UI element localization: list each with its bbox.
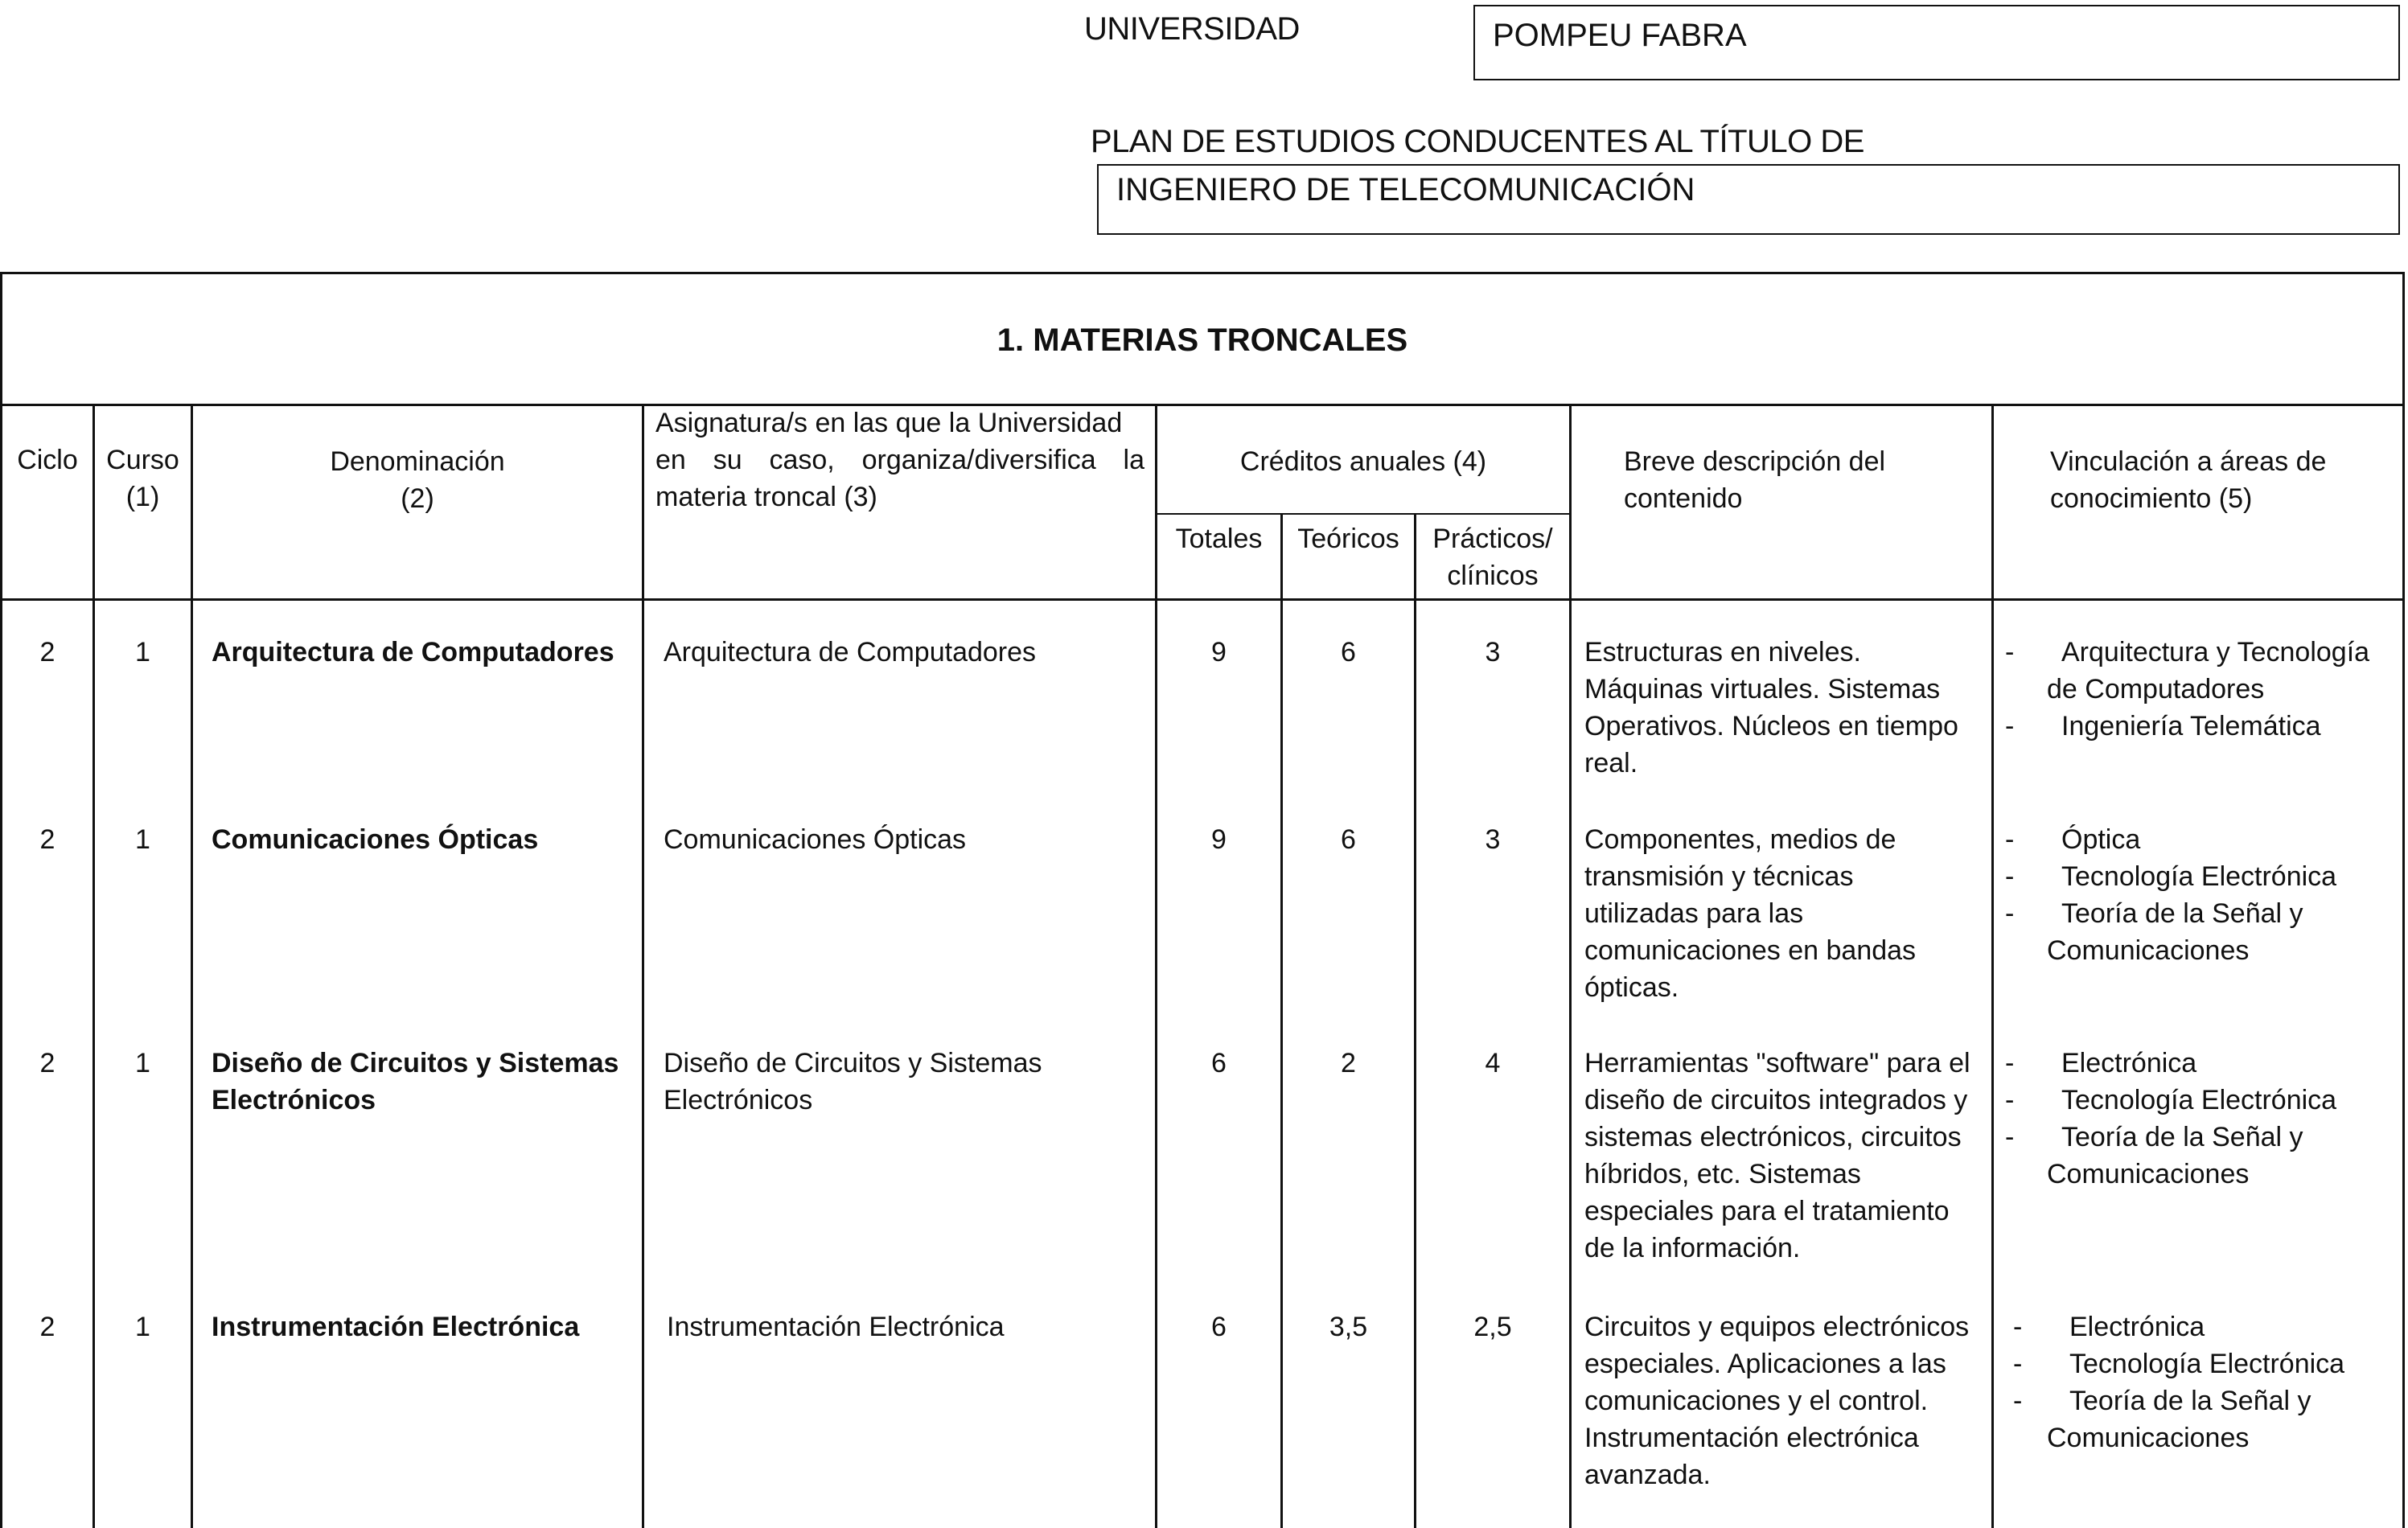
cell-descripcion bbox=[1584, 1308, 1991, 1493]
cell-ciclo: 2 bbox=[39, 824, 55, 855]
area-text: Teoría de la Señal y bbox=[2061, 898, 2303, 929]
cell-curso: 1 bbox=[135, 1048, 150, 1078]
th-descripcion-line1: Breve descripción del bbox=[1624, 446, 1886, 477]
cell-denominacion-line1: Instrumentación Electrónica bbox=[212, 1312, 580, 1342]
desc-line: especiales para el tratamiento bbox=[1584, 1196, 1950, 1226]
rule-title bbox=[2, 404, 2402, 406]
area-item: - Tecnología Electrónica bbox=[2005, 1085, 2337, 1115]
th-asignatura-line1: Asignatura/s en las que la Universidad bbox=[655, 408, 1123, 438]
area-item: - Teoría de la Señal y bbox=[2013, 1386, 2311, 1416]
cell-teoricos: 3,5 bbox=[1329, 1312, 1368, 1342]
area-item: - Tecnología Electrónica bbox=[2005, 861, 2337, 892]
area-text: Comunicaciones bbox=[2047, 1423, 2250, 1453]
cell-asignatura bbox=[667, 1308, 1149, 1345]
area-text: Comunicaciones bbox=[2047, 935, 2250, 966]
desc-line: diseño de circuitos integrados y bbox=[1584, 1085, 1968, 1115]
cell-ciclo: 2 bbox=[39, 1312, 55, 1342]
area-text: Óptica bbox=[2061, 824, 2141, 855]
area-item-continuation bbox=[2005, 932, 2399, 969]
th-ciclo: Ciclo bbox=[17, 445, 78, 475]
area-item: - Electrónica bbox=[2005, 1048, 2197, 1078]
desc-line: ópticas. bbox=[1584, 972, 1679, 1003]
area-text: Tecnología Electrónica bbox=[2061, 1085, 2337, 1115]
cell-vinculacion bbox=[2005, 821, 2399, 969]
th-asignatura bbox=[655, 405, 1144, 515]
th-totales: Totales bbox=[1175, 524, 1263, 554]
desc-line: Componentes, medios de bbox=[1584, 824, 1896, 855]
cell-asignatura bbox=[664, 1045, 1146, 1119]
cell-ciclo: 2 bbox=[39, 1048, 55, 1078]
cell-denominacion-line2: Electrónicos bbox=[212, 1085, 376, 1115]
cell-asignatura-line2: Electrónicos bbox=[664, 1085, 813, 1115]
col-sep bbox=[191, 404, 193, 1528]
desc-line: comunicaciones en bandas bbox=[1584, 935, 1917, 966]
cell-vinculacion bbox=[2005, 1045, 2399, 1193]
desc-line: especiales. Aplicaciones a las bbox=[1584, 1349, 1946, 1379]
area-text: Arquitectura y Tecnología bbox=[2061, 637, 2370, 667]
desc-line: Circuitos y equipos electrónicos bbox=[1584, 1312, 1970, 1342]
universidad-value: POMPEU FABRA bbox=[1493, 18, 1747, 53]
cell-denominacion bbox=[212, 1045, 646, 1119]
area-text: Comunicaciones bbox=[2047, 1159, 2250, 1189]
area-text: Teoría de la Señal y bbox=[2069, 1386, 2311, 1416]
th-descripcion-line2: contenido bbox=[1624, 483, 1743, 514]
th-practicos-line2: clínicos bbox=[1447, 561, 1539, 591]
desc-line: híbridos, etc. Sistemas bbox=[1584, 1159, 1861, 1189]
th-curso-line2: (1) bbox=[125, 482, 160, 512]
titulo-value: INGENIERO DE TELECOMUNICACIÓN bbox=[1116, 172, 1695, 207]
cell-teoricos: 2 bbox=[1341, 1048, 1356, 1078]
area-item-continuation bbox=[2005, 1156, 2399, 1193]
cell-denominacion bbox=[212, 634, 646, 671]
area-item: - Teoría de la Señal y bbox=[2005, 898, 2303, 929]
th-denominacion bbox=[193, 443, 642, 517]
desc-line: Estructuras en niveles. bbox=[1584, 637, 1861, 667]
cell-descripcion bbox=[1584, 1045, 1991, 1267]
desc-line: Instrumentación electrónica bbox=[1584, 1423, 1919, 1453]
area-item-continuation bbox=[2013, 1419, 2399, 1456]
col-sep bbox=[642, 404, 644, 1528]
desc-line: utilizadas para las bbox=[1584, 898, 1804, 929]
section-title: 1. MATERIAS TRONCALES bbox=[996, 322, 1408, 358]
th-vinculacion-line1: Vinculación a áreas de bbox=[2050, 446, 2327, 477]
cell-vinculacion bbox=[2013, 1308, 2399, 1456]
cell-denominacion-line1: Arquitectura de Computadores bbox=[212, 637, 614, 667]
area-text: Tecnología Electrónica bbox=[2069, 1349, 2345, 1379]
cell-asignatura-line1: Arquitectura de Computadores bbox=[664, 637, 1037, 667]
cell-totales: 6 bbox=[1211, 1312, 1227, 1342]
desc-line: Máquinas virtuales. Sistemas bbox=[1584, 674, 1941, 704]
col-sep bbox=[1569, 404, 1572, 1528]
rule-header bbox=[2, 598, 2402, 601]
area-item: - Ingeniería Telemática bbox=[2005, 711, 2321, 741]
col-sep bbox=[1991, 404, 1994, 1528]
desc-line: real. bbox=[1584, 748, 1638, 778]
th-denominacion-line1: Denominación bbox=[330, 446, 505, 477]
cell-descripcion bbox=[1584, 634, 1987, 782]
cell-totales: 9 bbox=[1211, 824, 1227, 855]
cell-practicos: 2,5 bbox=[1473, 1312, 1512, 1342]
th-practicos-line1: Prácticos/ bbox=[1432, 524, 1553, 554]
rule-creditos bbox=[1155, 513, 1569, 515]
cell-vinculacion bbox=[2005, 634, 2399, 745]
cell-teoricos: 6 bbox=[1341, 637, 1356, 667]
desc-line: Herramientas "software" para el bbox=[1584, 1048, 1970, 1078]
th-vinculacion-line2: conocimiento (5) bbox=[2050, 483, 2253, 514]
area-item: - Teoría de la Señal y bbox=[2005, 1122, 2303, 1152]
th-curso-line1: Curso bbox=[106, 445, 179, 475]
area-text: Electrónica bbox=[2061, 1048, 2197, 1078]
th-curso bbox=[95, 442, 191, 515]
th-asignatura-line2: en su caso, organiza/diversifica la bbox=[655, 445, 1144, 475]
area-text: Tecnología Electrónica bbox=[2061, 861, 2337, 892]
area-item: - Arquitectura y Tecnología bbox=[2005, 637, 2370, 667]
area-text: Electrónica bbox=[2069, 1312, 2205, 1342]
desc-line: Operativos. Núcleos en tiempo bbox=[1584, 711, 1958, 741]
desc-line: comunicaciones y el control. bbox=[1584, 1386, 1929, 1416]
cell-asignatura-line1: Diseño de Circuitos y Sistemas bbox=[664, 1048, 1042, 1078]
cell-practicos: 3 bbox=[1485, 637, 1501, 667]
cell-descripcion bbox=[1584, 821, 1987, 1006]
cell-asignatura-line1: Comunicaciones Ópticas bbox=[664, 824, 967, 855]
cell-denominacion bbox=[212, 821, 646, 858]
cell-denominacion-line1: Diseño de Circuitos y Sistemas bbox=[212, 1048, 619, 1078]
materias-table bbox=[0, 272, 2405, 1528]
cell-ciclo: 2 bbox=[39, 637, 55, 667]
cell-asignatura bbox=[664, 821, 1146, 858]
col-sep bbox=[92, 404, 95, 1528]
titulo-value-box bbox=[1097, 164, 2400, 235]
plan-label: PLAN DE ESTUDIOS CONDUCENTES AL TÍTULO DE bbox=[1091, 124, 1864, 159]
cell-teoricos: 6 bbox=[1341, 824, 1356, 855]
desc-line: avanzada. bbox=[1584, 1460, 1711, 1490]
th-asignatura-line3: materia troncal (3) bbox=[655, 482, 877, 512]
th-denominacion-line2: (2) bbox=[401, 483, 434, 514]
area-item-continuation bbox=[2005, 671, 2399, 708]
cell-totales: 9 bbox=[1211, 637, 1227, 667]
th-creditos: Créditos anuales (4) bbox=[1239, 446, 1487, 477]
area-text: de Computadores bbox=[2047, 674, 2265, 704]
th-practicos bbox=[1416, 520, 1569, 594]
cell-denominacion bbox=[212, 1308, 646, 1345]
cell-totales: 6 bbox=[1211, 1048, 1227, 1078]
desc-line: de la información. bbox=[1584, 1233, 1801, 1263]
th-teoricos: Teóricos bbox=[1297, 524, 1399, 554]
universidad-value-box bbox=[1473, 5, 2400, 80]
cell-denominacion-line1: Comunicaciones Ópticas bbox=[212, 824, 539, 855]
cell-asignatura bbox=[664, 634, 1146, 671]
cell-asignatura-line1: Instrumentación Electrónica bbox=[667, 1312, 1005, 1342]
area-text: Teoría de la Señal y bbox=[2061, 1122, 2303, 1152]
universidad-label: UNIVERSIDAD bbox=[1084, 11, 1300, 47]
area-text: Ingeniería Telemática bbox=[2061, 711, 2321, 741]
cell-practicos: 4 bbox=[1485, 1048, 1501, 1078]
area-item: - Tecnología Electrónica bbox=[2013, 1349, 2345, 1379]
cell-practicos: 3 bbox=[1485, 824, 1501, 855]
desc-line: sistemas electrónicos, circuitos bbox=[1584, 1122, 1962, 1152]
area-item: - Óptica bbox=[2005, 824, 2141, 855]
th-vinculacion bbox=[2050, 443, 2396, 517]
cell-curso: 1 bbox=[135, 1312, 150, 1342]
cell-curso: 1 bbox=[135, 824, 150, 855]
area-item: - Electrónica bbox=[2013, 1312, 2205, 1342]
col-sep bbox=[1155, 404, 1157, 1528]
cell-curso: 1 bbox=[135, 637, 150, 667]
th-descripcion bbox=[1624, 443, 1978, 517]
desc-line: transmisión y técnicas bbox=[1584, 861, 1854, 892]
